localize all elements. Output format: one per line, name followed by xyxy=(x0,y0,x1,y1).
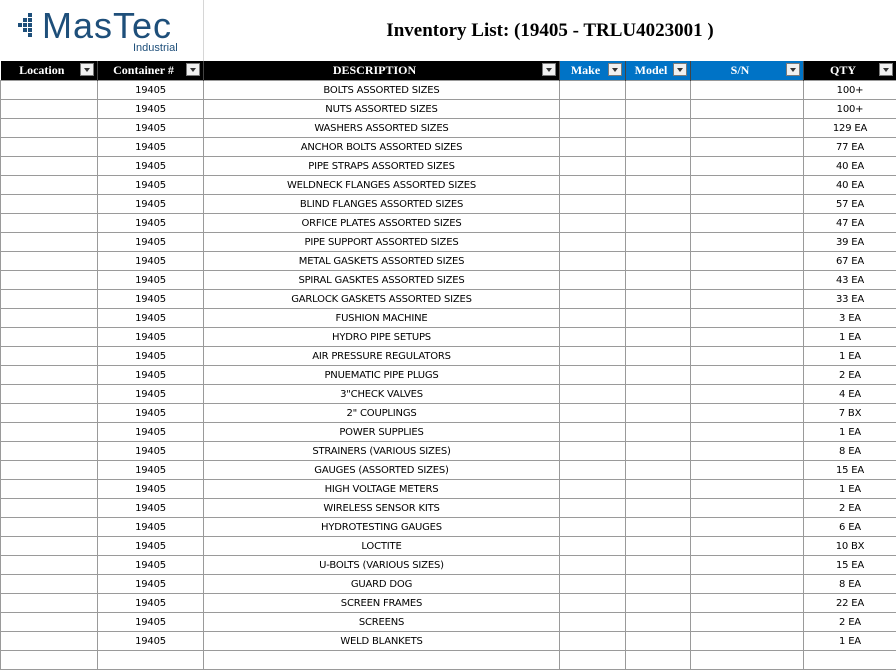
filter-dropdown-icon[interactable] xyxy=(542,63,556,76)
qty-cell[interactable]: 40 EA xyxy=(804,176,896,195)
table-row xyxy=(1,233,896,252)
sn-cell[interactable] xyxy=(691,119,804,138)
table-row xyxy=(1,442,896,461)
container-cell[interactable]: 19405 xyxy=(98,195,204,214)
container-cell[interactable]: 19405 xyxy=(98,347,204,366)
make-cell[interactable] xyxy=(560,309,626,328)
description-cell[interactable]: WELDNECK FLANGES ASSORTED SIZES xyxy=(204,176,560,195)
location-cell[interactable] xyxy=(1,195,98,214)
make-cell[interactable] xyxy=(560,347,626,366)
location-cell[interactable] xyxy=(1,138,98,157)
location-cell[interactable] xyxy=(1,575,98,594)
filter-dropdown-icon[interactable] xyxy=(673,63,687,76)
sn-cell[interactable] xyxy=(691,423,804,442)
make-cell[interactable] xyxy=(560,404,626,423)
table-row xyxy=(1,347,896,366)
qty-cell[interactable]: 3 EA xyxy=(804,309,896,328)
table-row xyxy=(1,119,896,138)
sn-cell[interactable] xyxy=(691,271,804,290)
description-cell[interactable] xyxy=(204,651,560,670)
location-cell[interactable] xyxy=(1,651,98,670)
container-cell[interactable] xyxy=(98,651,204,670)
table-row xyxy=(1,290,896,309)
model-cell[interactable] xyxy=(626,404,691,423)
model-cell[interactable] xyxy=(626,613,691,632)
qty-cell[interactable]: 6 EA xyxy=(804,518,896,537)
description-cell[interactable]: GARLOCK GASKETS ASSORTED SIZES xyxy=(204,290,560,309)
location-cell[interactable] xyxy=(1,157,98,176)
description-cell[interactable]: 2" COUPLINGS xyxy=(204,404,560,423)
sn-cell[interactable] xyxy=(691,347,804,366)
container-cell[interactable]: 19405 xyxy=(98,290,204,309)
table-row xyxy=(1,499,896,518)
qty-cell[interactable]: 39 EA xyxy=(804,233,896,252)
filter-dropdown-icon[interactable] xyxy=(80,63,94,76)
qty-cell[interactable]: 2 EA xyxy=(804,499,896,518)
location-cell[interactable] xyxy=(1,233,98,252)
location-cell[interactable] xyxy=(1,81,98,100)
make-cell[interactable] xyxy=(560,480,626,499)
make-cell[interactable] xyxy=(560,195,626,214)
sn-cell[interactable] xyxy=(691,138,804,157)
sn-cell[interactable] xyxy=(691,537,804,556)
location-cell[interactable] xyxy=(1,423,98,442)
container-cell[interactable]: 19405 xyxy=(98,328,204,347)
qty-cell[interactable]: 15 EA xyxy=(804,556,896,575)
sn-cell[interactable] xyxy=(691,499,804,518)
location-cell[interactable] xyxy=(1,271,98,290)
table-row xyxy=(1,385,896,404)
qty-cell[interactable]: 100+ xyxy=(804,100,896,119)
table-row xyxy=(1,461,896,480)
description-cell[interactable]: WELD BLANKETS xyxy=(204,632,560,651)
model-cell[interactable] xyxy=(626,309,691,328)
filter-dropdown-icon[interactable] xyxy=(786,63,800,76)
container-cell[interactable]: 19405 xyxy=(98,119,204,138)
qty-cell[interactable] xyxy=(804,651,896,670)
container-cell[interactable]: 19405 xyxy=(98,309,204,328)
description-cell[interactable]: 3"CHECK VALVES xyxy=(204,385,560,404)
logo xyxy=(0,0,204,61)
qty-cell[interactable]: 8 EA xyxy=(804,442,896,461)
table-row xyxy=(1,575,896,594)
table-row xyxy=(1,366,896,385)
make-cell[interactable] xyxy=(560,423,626,442)
model-cell[interactable] xyxy=(626,119,691,138)
location-cell[interactable] xyxy=(1,100,98,119)
sheet-header xyxy=(0,0,896,61)
description-cell[interactable]: NUTS ASSORTED SIZES xyxy=(204,100,560,119)
description-cell[interactable]: BLIND FLANGES ASSORTED SIZES xyxy=(204,195,560,214)
make-cell[interactable] xyxy=(560,537,626,556)
location-cell[interactable] xyxy=(1,176,98,195)
container-cell[interactable]: 19405 xyxy=(98,176,204,195)
description-cell[interactable]: BOLTS ASSORTED SIZES xyxy=(204,81,560,100)
container-cell[interactable]: 19405 xyxy=(98,461,204,480)
qty-cell[interactable]: 1 EA xyxy=(804,632,896,651)
container-cell[interactable]: 19405 xyxy=(98,138,204,157)
table-row xyxy=(1,176,896,195)
location-cell[interactable] xyxy=(1,309,98,328)
make-cell[interactable] xyxy=(560,499,626,518)
description-cell[interactable]: U-BOLTS (VARIOUS SIZES) xyxy=(204,556,560,575)
description-cell[interactable]: ORFICE PLATES ASSORTED SIZES xyxy=(204,214,560,233)
container-cell[interactable]: 19405 xyxy=(98,423,204,442)
table-row xyxy=(1,632,896,651)
model-cell[interactable] xyxy=(626,537,691,556)
qty-cell[interactable]: 15 EA xyxy=(804,461,896,480)
sn-cell[interactable] xyxy=(691,385,804,404)
description-cell[interactable]: HYDRO PIPE SETUPS xyxy=(204,328,560,347)
qty-cell[interactable]: 4 EA xyxy=(804,385,896,404)
qty-cell[interactable]: 129 EA xyxy=(804,119,896,138)
description-cell[interactable]: PNUEMATIC PIPE PLUGS xyxy=(204,366,560,385)
table-row xyxy=(1,81,896,100)
container-cell[interactable]: 19405 xyxy=(98,214,204,233)
col-header-model: Model xyxy=(626,61,691,81)
logo-brand: MasTec xyxy=(42,4,172,48)
col-header-container: Container # xyxy=(98,61,204,81)
location-cell[interactable] xyxy=(1,480,98,499)
make-cell[interactable] xyxy=(560,81,626,100)
sn-cell[interactable] xyxy=(691,157,804,176)
model-cell[interactable] xyxy=(626,366,691,385)
logo-mark-icon xyxy=(18,13,40,39)
table-row xyxy=(1,613,896,632)
sn-cell[interactable] xyxy=(691,461,804,480)
table-row xyxy=(1,518,896,537)
inventory-table xyxy=(0,61,896,670)
location-cell[interactable] xyxy=(1,442,98,461)
make-cell[interactable] xyxy=(560,328,626,347)
model-cell[interactable] xyxy=(626,81,691,100)
container-cell[interactable]: 19405 xyxy=(98,252,204,271)
sn-cell[interactable] xyxy=(691,81,804,100)
qty-cell[interactable]: 100+ xyxy=(804,81,896,100)
table-row xyxy=(1,195,896,214)
description-cell[interactable]: FUSHION MACHINE xyxy=(204,309,560,328)
container-cell[interactable]: 19405 xyxy=(98,404,204,423)
container-cell[interactable]: 19405 xyxy=(98,537,204,556)
sn-cell[interactable] xyxy=(691,366,804,385)
make-cell[interactable] xyxy=(560,233,626,252)
container-cell[interactable]: 19405 xyxy=(98,81,204,100)
description-cell[interactable]: GAUGES (ASSORTED SIZES) xyxy=(204,461,560,480)
table-row xyxy=(1,651,896,670)
sn-cell[interactable] xyxy=(691,309,804,328)
table-row xyxy=(1,157,896,176)
table-row xyxy=(1,214,896,233)
qty-cell[interactable]: 1 EA xyxy=(804,328,896,347)
container-cell[interactable]: 19405 xyxy=(98,157,204,176)
location-cell[interactable] xyxy=(1,290,98,309)
model-cell[interactable] xyxy=(626,632,691,651)
location-cell[interactable] xyxy=(1,328,98,347)
make-cell[interactable] xyxy=(560,385,626,404)
make-cell[interactable] xyxy=(560,138,626,157)
model-cell[interactable] xyxy=(626,518,691,537)
page-title: Inventory List: (19405 - TRLU4023001 ) xyxy=(300,20,800,42)
location-cell[interactable] xyxy=(1,366,98,385)
location-cell[interactable] xyxy=(1,385,98,404)
location-cell[interactable] xyxy=(1,537,98,556)
model-cell[interactable] xyxy=(626,100,691,119)
container-cell[interactable]: 19405 xyxy=(98,100,204,119)
location-cell[interactable] xyxy=(1,556,98,575)
container-cell[interactable]: 19405 xyxy=(98,613,204,632)
container-cell[interactable]: 19405 xyxy=(98,442,204,461)
container-cell[interactable]: 19405 xyxy=(98,233,204,252)
qty-cell[interactable]: 22 EA xyxy=(804,594,896,613)
sn-cell[interactable] xyxy=(691,100,804,119)
sn-cell[interactable] xyxy=(691,442,804,461)
model-cell[interactable] xyxy=(626,385,691,404)
qty-cell[interactable]: 33 EA xyxy=(804,290,896,309)
location-cell[interactable] xyxy=(1,119,98,138)
col-header-description: DESCRIPTION xyxy=(204,61,560,81)
filter-dropdown-icon[interactable] xyxy=(879,63,893,76)
table-row xyxy=(1,423,896,442)
container-cell[interactable]: 19405 xyxy=(98,632,204,651)
sn-cell[interactable] xyxy=(691,575,804,594)
container-cell[interactable]: 19405 xyxy=(98,271,204,290)
model-cell[interactable] xyxy=(626,556,691,575)
model-cell[interactable] xyxy=(626,195,691,214)
model-cell[interactable] xyxy=(626,461,691,480)
make-cell[interactable] xyxy=(560,157,626,176)
table-row xyxy=(1,100,896,119)
location-cell[interactable] xyxy=(1,461,98,480)
table-row xyxy=(1,309,896,328)
sn-cell[interactable] xyxy=(691,404,804,423)
sn-cell[interactable] xyxy=(691,214,804,233)
make-cell[interactable] xyxy=(560,366,626,385)
container-cell[interactable]: 19405 xyxy=(98,480,204,499)
make-cell[interactable] xyxy=(560,290,626,309)
description-cell[interactable]: STRAINERS (VARIOUS SIZES) xyxy=(204,442,560,461)
model-cell[interactable] xyxy=(626,651,691,670)
table-row xyxy=(1,556,896,575)
qty-cell[interactable]: 10 BX xyxy=(804,537,896,556)
qty-cell[interactable]: 57 EA xyxy=(804,195,896,214)
make-cell[interactable] xyxy=(560,461,626,480)
location-cell[interactable] xyxy=(1,347,98,366)
qty-cell[interactable]: 1 EA xyxy=(804,423,896,442)
container-cell[interactable]: 19405 xyxy=(98,499,204,518)
make-cell[interactable] xyxy=(560,176,626,195)
model-cell[interactable] xyxy=(626,176,691,195)
qty-cell[interactable]: 7 BX xyxy=(804,404,896,423)
sn-cell[interactable] xyxy=(691,651,804,670)
sn-cell[interactable] xyxy=(691,195,804,214)
location-cell[interactable] xyxy=(1,252,98,271)
table-row xyxy=(1,138,896,157)
location-cell[interactable] xyxy=(1,518,98,537)
model-cell[interactable] xyxy=(626,480,691,499)
sn-cell[interactable] xyxy=(691,233,804,252)
container-cell[interactable]: 19405 xyxy=(98,556,204,575)
description-cell[interactable]: SCREENS xyxy=(204,613,560,632)
sn-cell[interactable] xyxy=(691,594,804,613)
model-cell[interactable] xyxy=(626,271,691,290)
col-header-qty: QTY xyxy=(804,61,896,81)
table-row xyxy=(1,271,896,290)
col-header-location: Location xyxy=(1,61,98,81)
table-row xyxy=(1,480,896,499)
description-cell[interactable]: LOCTITE xyxy=(204,537,560,556)
make-cell[interactable] xyxy=(560,442,626,461)
description-cell[interactable]: POWER SUPPLIES xyxy=(204,423,560,442)
sn-cell[interactable] xyxy=(691,613,804,632)
location-cell[interactable] xyxy=(1,404,98,423)
qty-cell[interactable]: 8 EA xyxy=(804,575,896,594)
make-cell[interactable] xyxy=(560,594,626,613)
description-cell[interactable]: METAL GASKETS ASSORTED SIZES xyxy=(204,252,560,271)
location-cell[interactable] xyxy=(1,632,98,651)
qty-cell[interactable]: 67 EA xyxy=(804,252,896,271)
filter-dropdown-icon[interactable] xyxy=(608,63,622,76)
sn-cell[interactable] xyxy=(691,480,804,499)
sn-cell[interactable] xyxy=(691,518,804,537)
table-row xyxy=(1,404,896,423)
table-row xyxy=(1,594,896,613)
qty-cell[interactable]: 1 EA xyxy=(804,480,896,499)
location-cell[interactable] xyxy=(1,499,98,518)
container-cell[interactable]: 19405 xyxy=(98,385,204,404)
qty-cell[interactable]: 2 EA xyxy=(804,613,896,632)
sn-cell[interactable] xyxy=(691,252,804,271)
container-cell[interactable]: 19405 xyxy=(98,575,204,594)
model-cell[interactable] xyxy=(626,252,691,271)
make-cell[interactable] xyxy=(560,518,626,537)
qty-cell[interactable]: 43 EA xyxy=(804,271,896,290)
header-row xyxy=(1,61,896,81)
sn-cell[interactable] xyxy=(691,556,804,575)
location-cell[interactable] xyxy=(1,214,98,233)
sn-cell[interactable] xyxy=(691,290,804,309)
make-cell[interactable] xyxy=(560,575,626,594)
description-cell[interactable]: AIR PRESSURE REGULATORS xyxy=(204,347,560,366)
description-cell[interactable]: WIRELESS SENSOR KITS xyxy=(204,499,560,518)
make-cell[interactable] xyxy=(560,651,626,670)
qty-cell[interactable]: 77 EA xyxy=(804,138,896,157)
model-cell[interactable] xyxy=(626,290,691,309)
container-cell[interactable]: 19405 xyxy=(98,518,204,537)
location-cell[interactable] xyxy=(1,594,98,613)
table-row xyxy=(1,328,896,347)
make-cell[interactable] xyxy=(560,613,626,632)
make-cell[interactable] xyxy=(560,214,626,233)
make-cell[interactable] xyxy=(560,252,626,271)
model-cell[interactable] xyxy=(626,214,691,233)
model-cell[interactable] xyxy=(626,157,691,176)
table-row xyxy=(1,252,896,271)
filter-dropdown-icon[interactable] xyxy=(186,63,200,76)
container-cell[interactable]: 19405 xyxy=(98,366,204,385)
description-cell[interactable]: SPIRAL GASKTES ASSORTED SIZES xyxy=(204,271,560,290)
model-cell[interactable] xyxy=(626,328,691,347)
sn-cell[interactable] xyxy=(691,328,804,347)
col-header-sn: S/N xyxy=(691,61,804,81)
make-cell[interactable] xyxy=(560,271,626,290)
model-cell[interactable] xyxy=(626,233,691,252)
description-cell[interactable]: GUARD DOG xyxy=(204,575,560,594)
qty-cell[interactable]: 47 EA xyxy=(804,214,896,233)
table-row xyxy=(1,537,896,556)
make-cell[interactable] xyxy=(560,556,626,575)
description-cell[interactable]: ANCHOR BOLTS ASSORTED SIZES xyxy=(204,138,560,157)
model-cell[interactable] xyxy=(626,442,691,461)
qty-cell[interactable]: 40 EA xyxy=(804,157,896,176)
model-cell[interactable] xyxy=(626,347,691,366)
model-cell[interactable] xyxy=(626,138,691,157)
description-cell[interactable]: WASHERS ASSORTED SIZES xyxy=(204,119,560,138)
qty-cell[interactable]: 2 EA xyxy=(804,366,896,385)
model-cell[interactable] xyxy=(626,594,691,613)
description-cell[interactable]: PIPE SUPPORT ASSORTED SIZES xyxy=(204,233,560,252)
description-cell[interactable]: HYDROTESTING GAUGES xyxy=(204,518,560,537)
location-cell[interactable] xyxy=(1,613,98,632)
logo-subtitle: Industrial xyxy=(133,42,178,54)
make-cell[interactable] xyxy=(560,100,626,119)
sn-cell[interactable] xyxy=(691,176,804,195)
make-cell[interactable] xyxy=(560,119,626,138)
model-cell[interactable] xyxy=(626,423,691,442)
container-cell[interactable]: 19405 xyxy=(98,594,204,613)
col-header-make: Make xyxy=(560,61,626,81)
description-cell[interactable]: PIPE STRAPS ASSORTED SIZES xyxy=(204,157,560,176)
description-cell[interactable]: SCREEN FRAMES xyxy=(204,594,560,613)
description-cell[interactable]: HIGH VOLTAGE METERS xyxy=(204,480,560,499)
sn-cell[interactable] xyxy=(691,632,804,651)
model-cell[interactable] xyxy=(626,575,691,594)
model-cell[interactable] xyxy=(626,499,691,518)
make-cell[interactable] xyxy=(560,632,626,651)
qty-cell[interactable]: 1 EA xyxy=(804,347,896,366)
